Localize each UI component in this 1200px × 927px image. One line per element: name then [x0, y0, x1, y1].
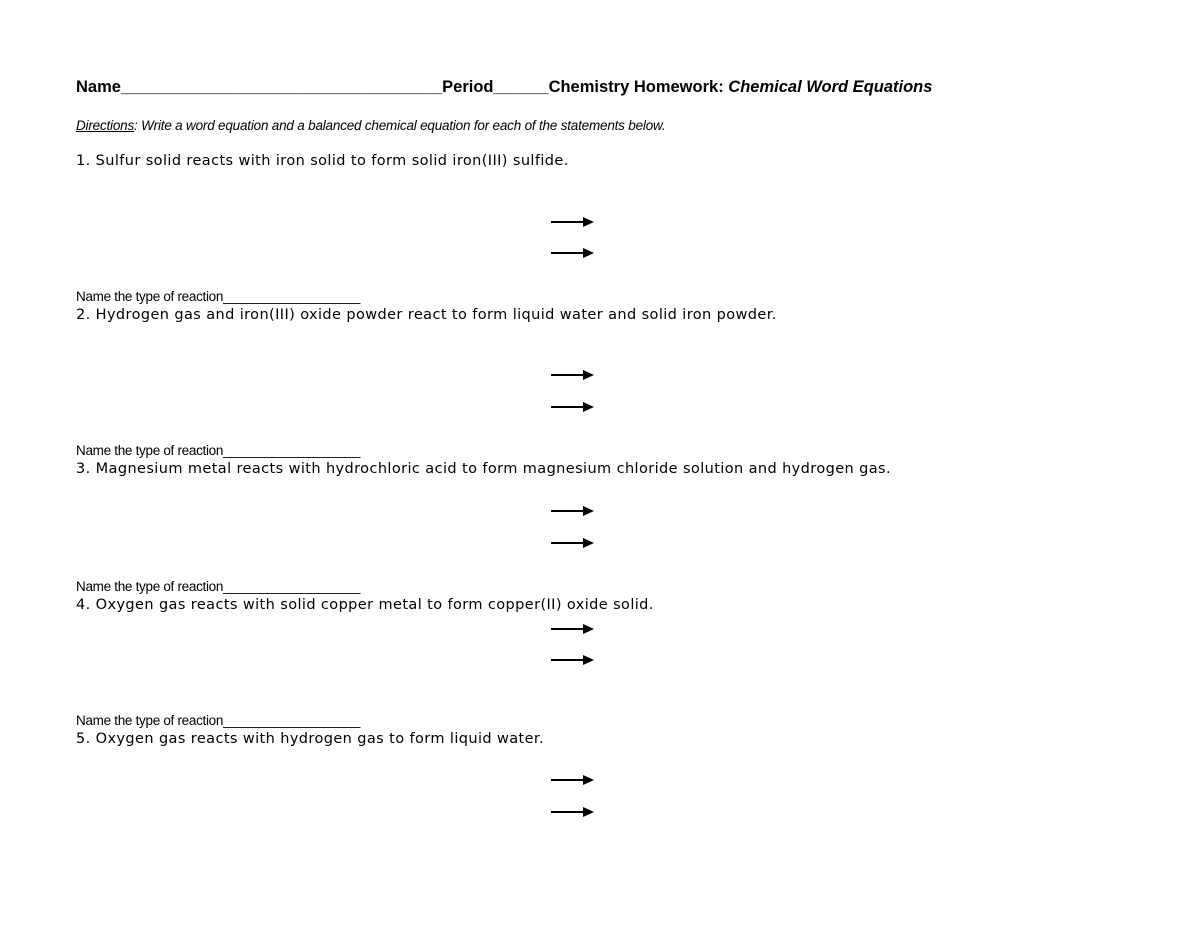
reaction-type-prompt-4[interactable]: Name the type of reaction___________________ — [76, 713, 361, 728]
right-arrow-icon — [551, 806, 594, 818]
problem-5: 5. Oxygen gas reacts with hydrogen gas to form liquid water. — [76, 731, 544, 747]
right-arrow-icon — [551, 247, 594, 259]
directions — [76, 118, 665, 133]
right-arrow-icon — [551, 401, 594, 413]
reaction-type-prompt-1[interactable]: Name the type of reaction___________________ — [76, 289, 361, 304]
directions-label: Directions — [76, 118, 135, 133]
reaction-type-prompt-2[interactable]: Name the type of reaction___________________ — [76, 443, 361, 458]
right-arrow-icon — [551, 654, 594, 666]
period-label: Period — [442, 78, 494, 96]
right-arrow-icon — [551, 505, 594, 517]
right-arrow-icon — [551, 623, 594, 635]
worksheet-header — [76, 78, 932, 97]
problem-2: 2. Hydrogen gas and iron(III) oxide powder react to form liquid water and solid iron powder. — [76, 307, 777, 323]
name-blank[interactable]: ___________________________________ — [120, 78, 443, 96]
right-arrow-icon — [551, 369, 594, 381]
right-arrow-icon — [551, 216, 594, 228]
period-blank[interactable]: ______ — [493, 78, 549, 96]
problem-3: 3. Magnesium metal reacts with hydrochloric acid to form magnesium chloride solution and hydrogen gas. — [76, 461, 891, 477]
right-arrow-icon — [551, 537, 594, 549]
assignment-title: Chemical Word Equations — [728, 78, 933, 96]
reaction-type-prompt-3[interactable]: Name the type of reaction___________________ — [76, 579, 361, 594]
directions-text: : Write a word equation and a balanced chemical equation for each of the statements below. — [134, 118, 666, 133]
course-label: Chemistry Homework: — [548, 78, 724, 96]
right-arrow-icon — [551, 774, 594, 786]
name-label: Name — [76, 78, 121, 96]
problem-4: 4. Oxygen gas reacts with solid copper metal to form copper(II) oxide solid. — [76, 597, 654, 613]
problem-1: 1. Sulfur solid reacts with iron solid to form solid iron(III) sulfide. — [76, 153, 569, 169]
